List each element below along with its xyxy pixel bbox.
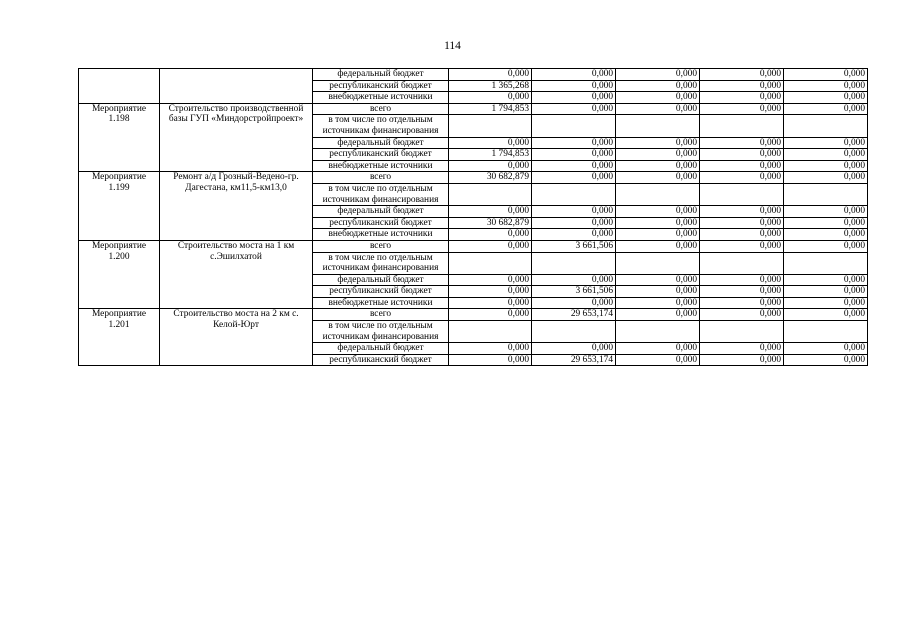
event-name-cell: Строительство моста на 1 км с.Эшилхатой bbox=[160, 240, 313, 309]
amount-cell: 0,000 bbox=[784, 217, 868, 229]
amount-cell bbox=[449, 252, 532, 274]
amount-cell: 0,000 bbox=[784, 206, 868, 218]
event-cell: Мероприятие 1.199 bbox=[79, 172, 160, 241]
amount-cell: 0,000 bbox=[700, 206, 784, 218]
amount-cell: 0,000 bbox=[784, 240, 868, 252]
amount-cell: 0,000 bbox=[700, 160, 784, 172]
funding-source-cell: внебюджетные источники bbox=[313, 160, 449, 172]
amount-cell: 0,000 bbox=[532, 217, 616, 229]
amount-cell: 29 653,174 bbox=[532, 309, 616, 321]
funding-source-cell: федеральный бюджет bbox=[313, 69, 449, 81]
table-row bbox=[79, 103, 868, 115]
amount-cell: 0,000 bbox=[700, 69, 784, 81]
amount-cell: 0,000 bbox=[784, 92, 868, 104]
table-row bbox=[79, 240, 868, 252]
amount-cell: 0,000 bbox=[784, 309, 868, 321]
amount-cell bbox=[616, 183, 700, 205]
amount-cell: 0,000 bbox=[616, 274, 700, 286]
amount-cell bbox=[532, 115, 616, 137]
amount-cell bbox=[700, 183, 784, 205]
amount-cell: 0,000 bbox=[532, 206, 616, 218]
amount-cell: 0,000 bbox=[449, 229, 532, 241]
table-row bbox=[79, 69, 868, 81]
amount-cell bbox=[784, 183, 868, 205]
amount-cell bbox=[449, 321, 532, 343]
amount-cell: 0,000 bbox=[784, 274, 868, 286]
amount-cell: 0,000 bbox=[532, 172, 616, 184]
funding-source-cell: внебюджетные источники bbox=[313, 92, 449, 104]
amount-cell: 0,000 bbox=[532, 137, 616, 149]
amount-cell: 0,000 bbox=[616, 229, 700, 241]
amount-cell: 0,000 bbox=[616, 206, 700, 218]
amount-cell: 0,000 bbox=[616, 286, 700, 298]
amount-cell: 3 661,506 bbox=[532, 240, 616, 252]
funding-source-cell: внебюджетные источники bbox=[313, 229, 449, 241]
amount-cell: 0,000 bbox=[532, 160, 616, 172]
amount-cell: 0,000 bbox=[700, 240, 784, 252]
amount-cell: 0,000 bbox=[616, 103, 700, 115]
amount-cell: 0,000 bbox=[616, 172, 700, 184]
funding-source-cell: республиканский бюджет bbox=[313, 217, 449, 229]
amount-cell: 0,000 bbox=[700, 172, 784, 184]
amount-cell: 30 682,879 bbox=[449, 172, 532, 184]
amount-cell: 1 794,853 bbox=[449, 103, 532, 115]
funding-source-cell: республиканский бюджет bbox=[313, 149, 449, 161]
funding-source-cell: федеральный бюджет bbox=[313, 274, 449, 286]
amount-cell: 0,000 bbox=[616, 240, 700, 252]
amount-cell: 0,000 bbox=[784, 286, 868, 298]
table-row bbox=[79, 172, 868, 184]
amount-cell bbox=[449, 183, 532, 205]
amount-cell bbox=[700, 252, 784, 274]
amount-cell bbox=[616, 115, 700, 137]
amount-cell: 0,000 bbox=[449, 160, 532, 172]
event-name-cell: Строительство производственной базы ГУП «Миндорстройпроект» bbox=[160, 103, 313, 172]
event-name-cell bbox=[160, 69, 313, 104]
amount-cell: 0,000 bbox=[700, 309, 784, 321]
amount-cell: 0,000 bbox=[616, 354, 700, 366]
amount-cell: 29 653,174 bbox=[532, 354, 616, 366]
amount-cell: 0,000 bbox=[449, 92, 532, 104]
funding-source-cell: в том числе по отдельным источникам финансирования bbox=[313, 321, 449, 343]
amount-cell: 0,000 bbox=[449, 354, 532, 366]
funding-source-cell: в том числе по отдельным источникам финансирования bbox=[313, 252, 449, 274]
amount-cell: 0,000 bbox=[616, 343, 700, 355]
amount-cell: 1 794,853 bbox=[449, 149, 532, 161]
amount-cell: 0,000 bbox=[449, 240, 532, 252]
amount-cell: 0,000 bbox=[700, 217, 784, 229]
funding-source-cell: республиканский бюджет bbox=[313, 286, 449, 298]
amount-cell: 0,000 bbox=[532, 274, 616, 286]
amount-cell: 0,000 bbox=[532, 149, 616, 161]
amount-cell: 0,000 bbox=[700, 297, 784, 309]
amount-cell: 0,000 bbox=[784, 343, 868, 355]
amount-cell: 0,000 bbox=[616, 309, 700, 321]
amount-cell: 0,000 bbox=[616, 217, 700, 229]
amount-cell bbox=[700, 321, 784, 343]
amount-cell: 0,000 bbox=[700, 92, 784, 104]
amount-cell: 30 682,879 bbox=[449, 217, 532, 229]
amount-cell: 0,000 bbox=[532, 80, 616, 92]
amount-cell: 0,000 bbox=[700, 137, 784, 149]
page-number: 114 bbox=[444, 40, 461, 52]
funding-source-cell: всего bbox=[313, 103, 449, 115]
budget-table bbox=[78, 68, 868, 366]
amount-cell: 0,000 bbox=[700, 80, 784, 92]
funding-source-cell: республиканский бюджет bbox=[313, 354, 449, 366]
amount-cell bbox=[700, 115, 784, 137]
table-row bbox=[79, 309, 868, 321]
amount-cell: 0,000 bbox=[616, 92, 700, 104]
amount-cell: 0,000 bbox=[616, 69, 700, 81]
amount-cell: 0,000 bbox=[449, 274, 532, 286]
amount-cell: 0,000 bbox=[700, 149, 784, 161]
amount-cell: 0,000 bbox=[700, 286, 784, 298]
amount-cell: 0,000 bbox=[449, 137, 532, 149]
amount-cell: 0,000 bbox=[616, 80, 700, 92]
amount-cell: 0,000 bbox=[784, 69, 868, 81]
amount-cell: 1 365,268 bbox=[449, 80, 532, 92]
event-cell: Мероприятие 1.200 bbox=[79, 240, 160, 309]
amount-cell: 0,000 bbox=[616, 297, 700, 309]
amount-cell: 0,000 bbox=[784, 149, 868, 161]
funding-source-cell: в том числе по отдельным источникам финансирования bbox=[313, 115, 449, 137]
amount-cell bbox=[784, 252, 868, 274]
event-name-cell: Строительство моста на 2 км с. Келой-Юрт bbox=[160, 309, 313, 366]
amount-cell bbox=[784, 321, 868, 343]
amount-cell: 0,000 bbox=[449, 286, 532, 298]
amount-cell: 0,000 bbox=[532, 103, 616, 115]
amount-cell: 0,000 bbox=[784, 80, 868, 92]
amount-cell: 0,000 bbox=[449, 69, 532, 81]
funding-source-cell: всего bbox=[313, 172, 449, 184]
amount-cell: 0,000 bbox=[532, 229, 616, 241]
funding-source-cell: республиканский бюджет bbox=[313, 80, 449, 92]
amount-cell bbox=[449, 115, 532, 137]
amount-cell: 0,000 bbox=[532, 297, 616, 309]
funding-source-cell: в том числе по отдельным источникам финансирования bbox=[313, 183, 449, 205]
amount-cell: 0,000 bbox=[784, 160, 868, 172]
funding-source-cell: федеральный бюджет bbox=[313, 343, 449, 355]
funding-source-cell: внебюджетные источники bbox=[313, 297, 449, 309]
funding-source-cell: всего bbox=[313, 240, 449, 252]
amount-cell: 0,000 bbox=[616, 149, 700, 161]
amount-cell: 0,000 bbox=[700, 229, 784, 241]
event-cell: Мероприятие 1.198 bbox=[79, 103, 160, 172]
amount-cell: 0,000 bbox=[616, 137, 700, 149]
amount-cell: 0,000 bbox=[532, 343, 616, 355]
amount-cell: 0,000 bbox=[449, 309, 532, 321]
amount-cell: 0,000 bbox=[616, 160, 700, 172]
amount-cell bbox=[616, 252, 700, 274]
amount-cell: 0,000 bbox=[784, 297, 868, 309]
event-cell: Мероприятие 1.201 bbox=[79, 309, 160, 366]
amount-cell: 0,000 bbox=[449, 343, 532, 355]
funding-source-cell: всего bbox=[313, 309, 449, 321]
funding-source-cell: федеральный бюджет bbox=[313, 206, 449, 218]
amount-cell: 3 661,506 bbox=[532, 286, 616, 298]
amount-cell bbox=[532, 252, 616, 274]
amount-cell: 0,000 bbox=[532, 69, 616, 81]
amount-cell: 0,000 bbox=[449, 206, 532, 218]
amount-cell: 0,000 bbox=[784, 103, 868, 115]
amount-cell bbox=[532, 321, 616, 343]
amount-cell bbox=[532, 183, 616, 205]
funding-source-cell: федеральный бюджет bbox=[313, 137, 449, 149]
amount-cell: 0,000 bbox=[449, 297, 532, 309]
amount-cell: 0,000 bbox=[784, 137, 868, 149]
amount-cell: 0,000 bbox=[700, 103, 784, 115]
amount-cell: 0,000 bbox=[700, 343, 784, 355]
amount-cell: 0,000 bbox=[784, 354, 868, 366]
amount-cell: 0,000 bbox=[700, 274, 784, 286]
event-cell bbox=[79, 69, 160, 104]
amount-cell: 0,000 bbox=[784, 229, 868, 241]
amount-cell: 0,000 bbox=[532, 92, 616, 104]
amount-cell: 0,000 bbox=[784, 172, 868, 184]
amount-cell bbox=[616, 321, 700, 343]
event-name-cell: Ремонт а/д Грозный-Ведено-гр. Дагестана, км11,5-км13,0 bbox=[160, 172, 313, 241]
budget-table-body bbox=[79, 69, 868, 366]
amount-cell bbox=[784, 115, 868, 137]
amount-cell: 0,000 bbox=[700, 354, 784, 366]
